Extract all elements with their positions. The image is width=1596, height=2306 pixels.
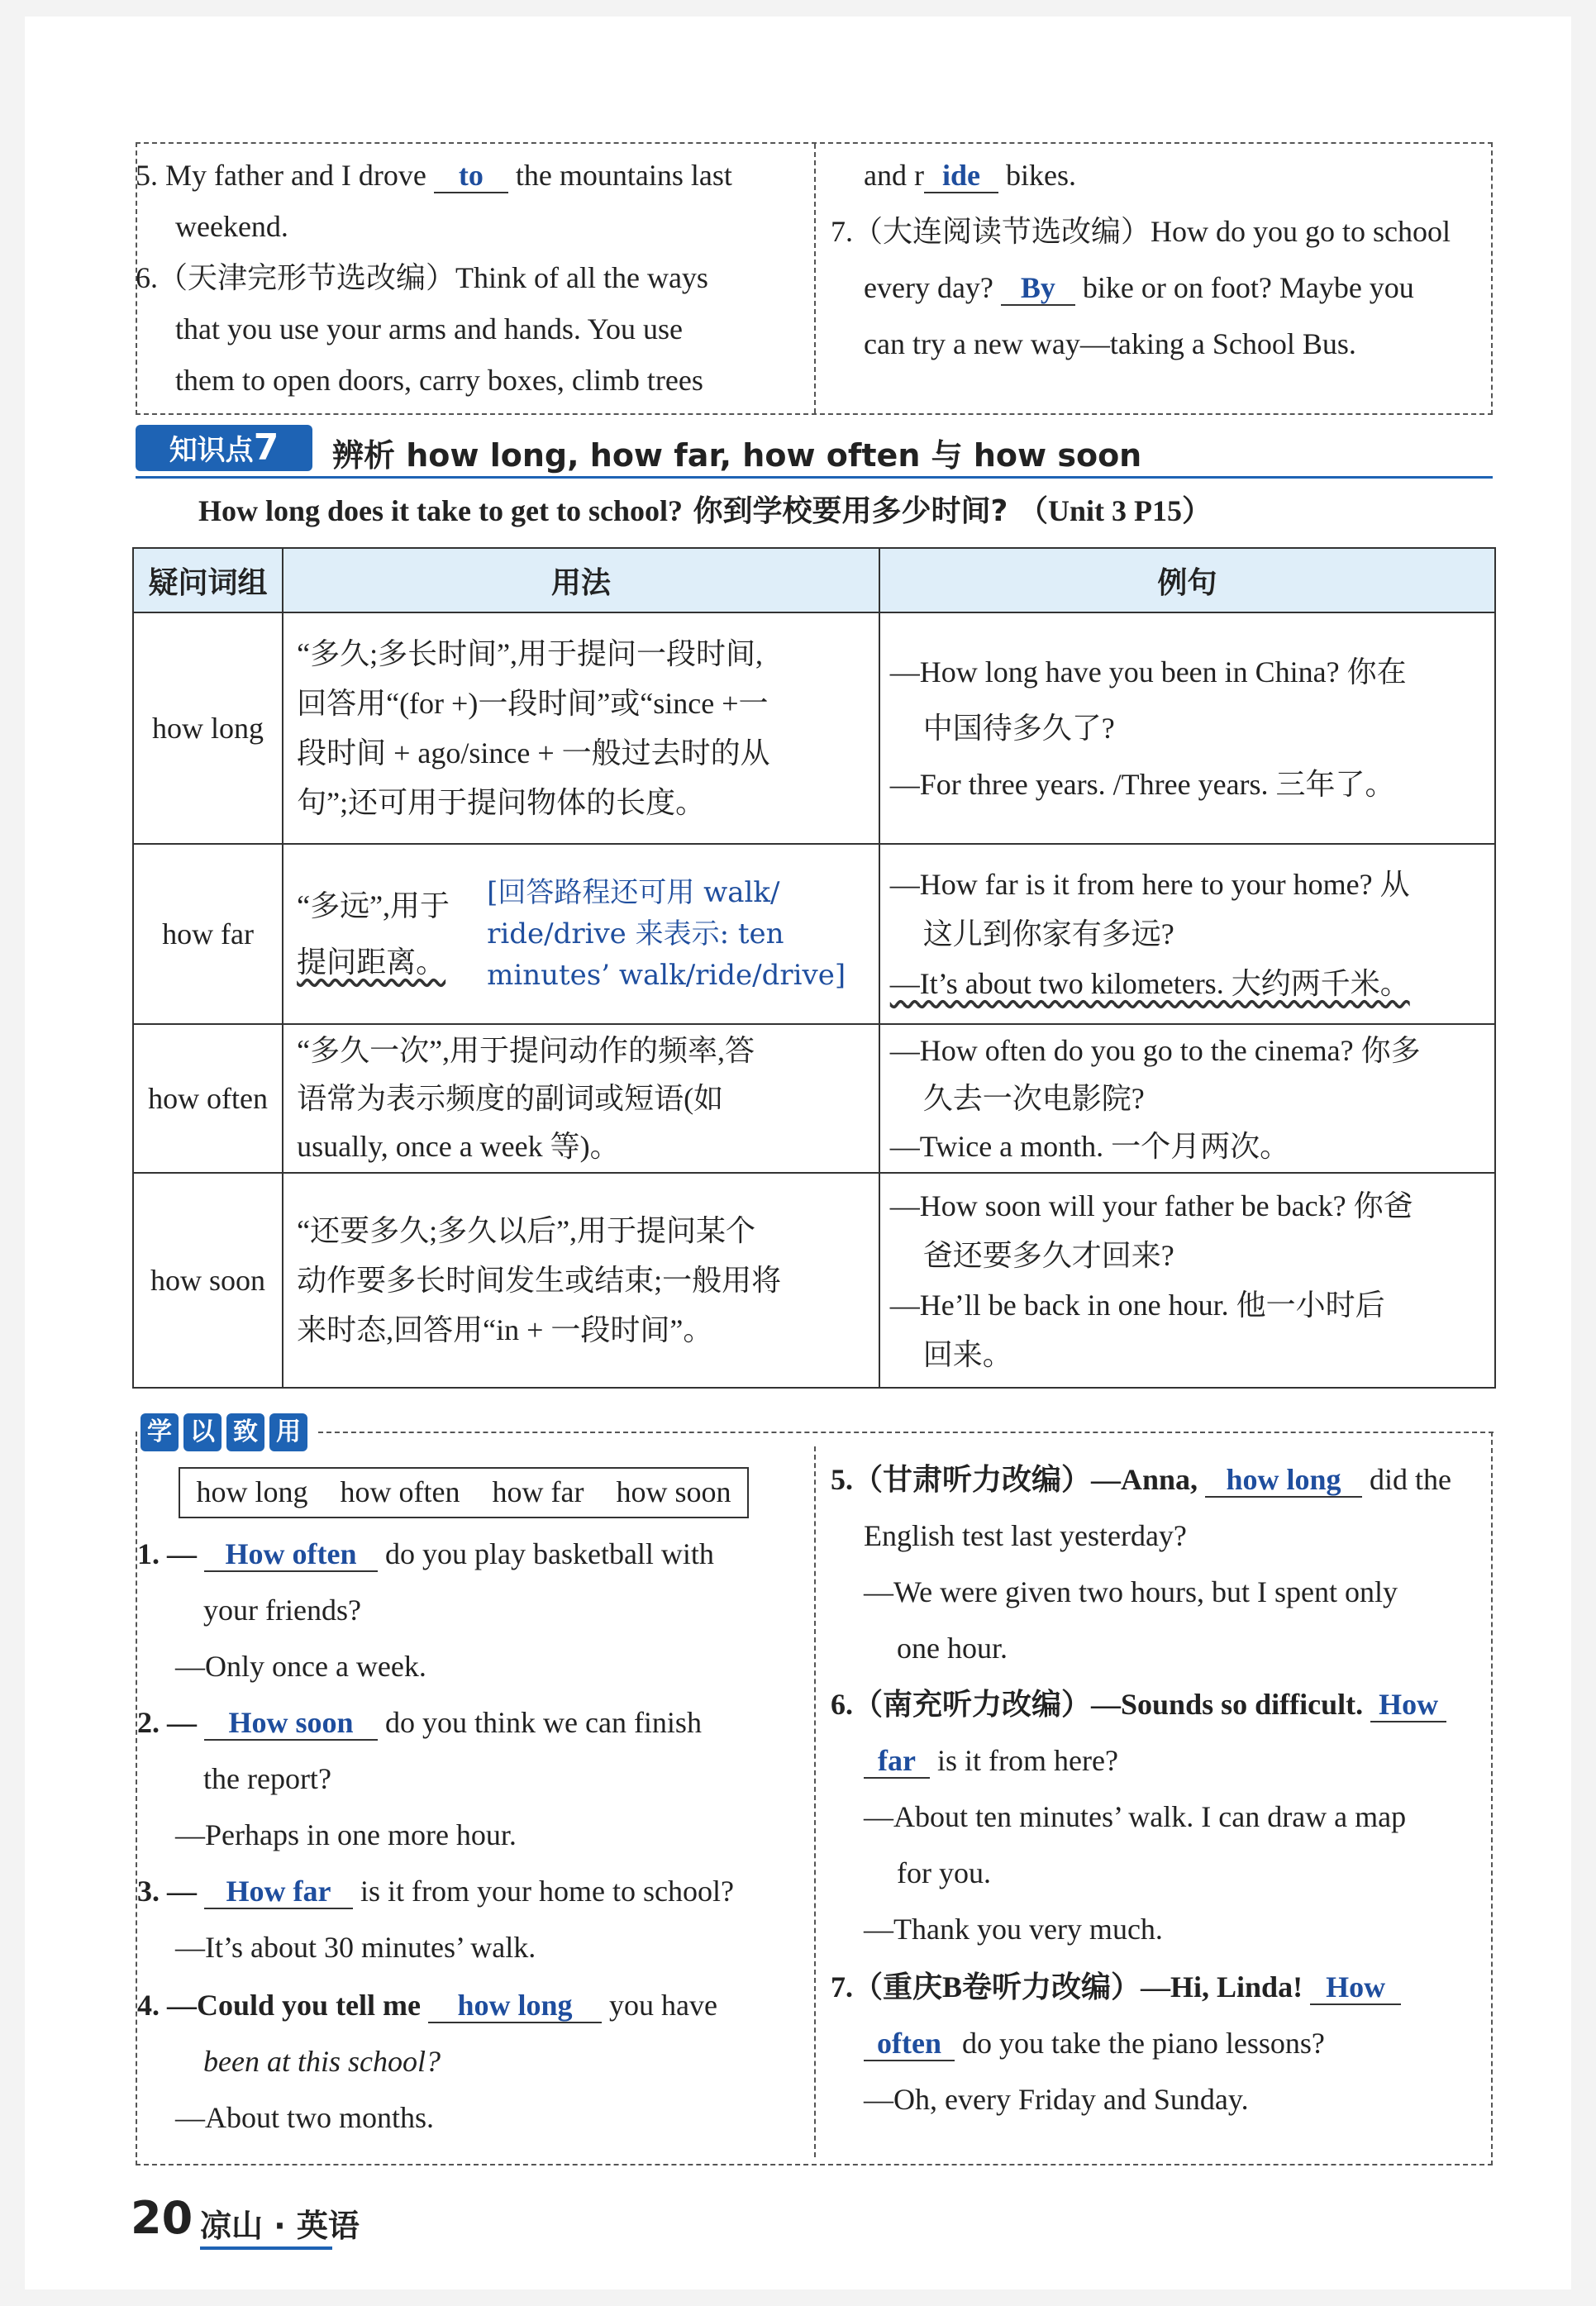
answer-note: [回答路程还可用 walk/ ride/drive 来表示: ten minutes’ walk/ride/drive] <box>487 876 846 992</box>
question-7-line: 7.（重庆B卷听力改编）—Hi, Linda! How <box>831 1970 1401 2005</box>
answer-blank[interactable]: How far <box>204 1875 353 1909</box>
section-title: 辨析 how long, how far, how often 与 how soon <box>332 437 1142 474</box>
answer-blank[interactable]: how long <box>428 1989 602 2023</box>
knowledge-point-badge: 知识点7 <box>136 425 312 471</box>
knowledge-table <box>132 547 1496 1389</box>
question-1-line: 1. — How often do you play basketball with <box>137 1537 714 1570</box>
word-option: how long <box>196 1475 308 1508</box>
word-option: how soon <box>616 1475 731 1508</box>
answer-blank[interactable]: to <box>434 159 508 193</box>
practice-column-divider <box>814 1446 816 2157</box>
answer-blank[interactable]: How <box>1310 1970 1401 2005</box>
question-7-line: 7.（大连阅读节选改编）How do you go to school <box>831 215 1451 248</box>
example-cell: —How soon will your father be back? 你爸 爸还要多久才回来? —He’ll be back in one hour. 他一小时后 回来。 <box>879 1173 1495 1388</box>
column-header: 例句 <box>879 548 1495 612</box>
answer-blank[interactable]: How often <box>204 1537 378 1572</box>
answer-blank[interactable]: ide <box>924 159 998 193</box>
usage-cell: “多久一次”,用于提问动作的频率,答 语常为表示频度的副词或短语(如 usually, once a week 等)。 <box>283 1024 879 1173</box>
question-6-line: 6.（南充听力改编）—Sounds so difficult. How <box>831 1688 1446 1722</box>
answer-blank[interactable]: How soon <box>204 1706 378 1741</box>
usage-cell: “多久;多长时间”,用于提问一段时间, 回答用“(for +)一段时间”或“since +一 段时间 + ago/since + 一般过去时的从 句”;还可用于提问物体的长度。 <box>283 612 879 844</box>
table-row <box>133 1024 1495 1173</box>
question-5-line: 5. My father and I drove to the mountains last <box>136 159 732 192</box>
example-cell: —How often do you go to the cinema? 你多 久去一次电影院? —Twice a month. 一个月两次。 <box>879 1024 1495 1173</box>
phrase-cell: how far <box>133 844 283 1024</box>
question-4-line: 4. —Could you tell me how long you have <box>137 1989 717 2022</box>
question-5-line: 5.（甘肃听力改编）—Anna, how long did the <box>831 1463 1452 1496</box>
practice-chip: 以 <box>183 1413 222 1451</box>
section-rule <box>136 476 1493 479</box>
word-option: how often <box>340 1475 460 1508</box>
answer-blank[interactable]: How <box>1370 1688 1446 1722</box>
answer-blank[interactable]: far <box>864 1744 930 1779</box>
table-row <box>133 1173 1495 1388</box>
footer-rule <box>200 2246 332 2250</box>
word-option: how far <box>492 1475 584 1508</box>
phrase-cell: how long <box>133 612 283 844</box>
practice-chip: 学 <box>141 1413 179 1451</box>
page-number: 20 <box>131 2192 193 2244</box>
column-header: 用法 <box>283 548 879 612</box>
table-header-row <box>133 548 1495 612</box>
top-column-divider <box>814 144 816 413</box>
phrase-cell: how often <box>133 1024 283 1173</box>
example-sentence: How long does it take to get to school? 你到学校要用多少时间? （Unit 3 P15） <box>198 494 1212 528</box>
question-3-line: 3. — How far is it from your home to school? <box>137 1875 734 1908</box>
table-row <box>133 844 1495 1024</box>
book-title: 凉山 · 英语 <box>200 2208 360 2244</box>
answer-blank[interactable]: often <box>864 2027 955 2061</box>
word-box <box>179 1467 749 1518</box>
phrase-cell: how soon <box>133 1173 283 1388</box>
answer-blank[interactable]: By <box>1001 271 1075 306</box>
table-row <box>133 612 1495 844</box>
usage-cell: “还要多久;多久以后”,用于提问某个 动作要多长时间发生或结束;一般用将 来时态,回答用“in + 一段时间”。 <box>283 1173 879 1388</box>
page: 5. My father and I drove to the mountains last weekend. 6.（天津完形节选改编）Think of all the ways that you use your arms and hands. You use them to open doors, carry boxes, climb trees and r ide bikes. 7.（大连阅读节选改编）How do you go to school every day? By bike or on foot? Maybe you can try a new way—taking a School Bus. 知识点7 辨析 how long, how far, how often 与 how soon How long does it take to get to school? 你到学校要用多少时间? （Unit 3 P15） 疑问词组 用法 例句 how long “多久;多长时间”,用于提问一段时间, 回答用“(for +)一段时间”或“since +一 段时间 + ago/since + 一般过去时的从 句”;还可用于提问物体的长度。 —How long have you been in China? 你在 中国待多久了? —For three years. /Three years. 三年了。 how far “多远”,用于 提问距离。 [回答路程还可用 walk/ ride/drive 来表示: ten minutes’ walk/ride/drive] —How far is it from here to your home? 从 这儿到你家有多远? —It’s about two kilometers. 大约两千米。 how often “多久一次”,用于提问动作的频率,答 语常为表示频度的副词或短语(如 usually, once a week 等)。 —How often do you go to the cinema? 你多 久去一次电影院? —Twice a month. 一个月两次。 how soon “还要多久;多久以后”,用于提问某个 动作要多长时间发生或结束;一般用将 来时态,回答用“in + 一段时间”。 —How soon will your father be back? 你爸 爸还要多久才回来? —He’ll be back in one hour. 他一小时后 回来。 学 以 致 用 how long how often how far how soon 1. — How often do you play basketball with your friends? —Only once a week. 2. — How soon do you think we can finish the report? —Perhaps in one more hour. 3. — How far is it from your home to school? —It’s about 30 minutes’ walk. 4. —Could you tell me how long you have been at this school? —About two months. 5.（甘肃听力改编）—Anna, how long did the English test last yesterday? —We were given two hours, but I spent only one hour. 6.（南充听力改编）—Sounds so difficult. How far is it from here? —About ten minutes’ walk. I can draw a map for you. —Thank you very much. 7.（重庆B卷听力改编）—Hi, Linda! How often do you take the piano lessons? —Oh, every Friday and Sunday. 20 凉山 · 英语 <box>25 17 1571 2289</box>
column-header: 疑问词组 <box>133 548 283 612</box>
example-cell: —How far is it from here to your home? 从 这儿到你家有多远? —It’s about two kilometers. 大约两千米。 <box>879 844 1495 1024</box>
question-2-line: 2. — How soon do you think we can finish <box>137 1706 702 1739</box>
usage-cell: “多远”,用于 提问距离。 [回答路程还可用 walk/ ride/drive 来表示: ten minutes’ walk/ride/drive] <box>283 844 879 1024</box>
practice-chip: 用 <box>269 1413 307 1451</box>
example-cell: —How long have you been in China? 你在 中国待多久了? —For three years. /Three years. 三年了。 <box>879 612 1495 844</box>
answer-blank[interactable]: how long <box>1205 1463 1362 1498</box>
continuation-line: and r ide bikes. <box>864 159 1076 192</box>
practice-chip: 致 <box>226 1413 264 1451</box>
question-6-line: 6.（天津完形节选改编）Think of all the ways <box>136 261 708 294</box>
